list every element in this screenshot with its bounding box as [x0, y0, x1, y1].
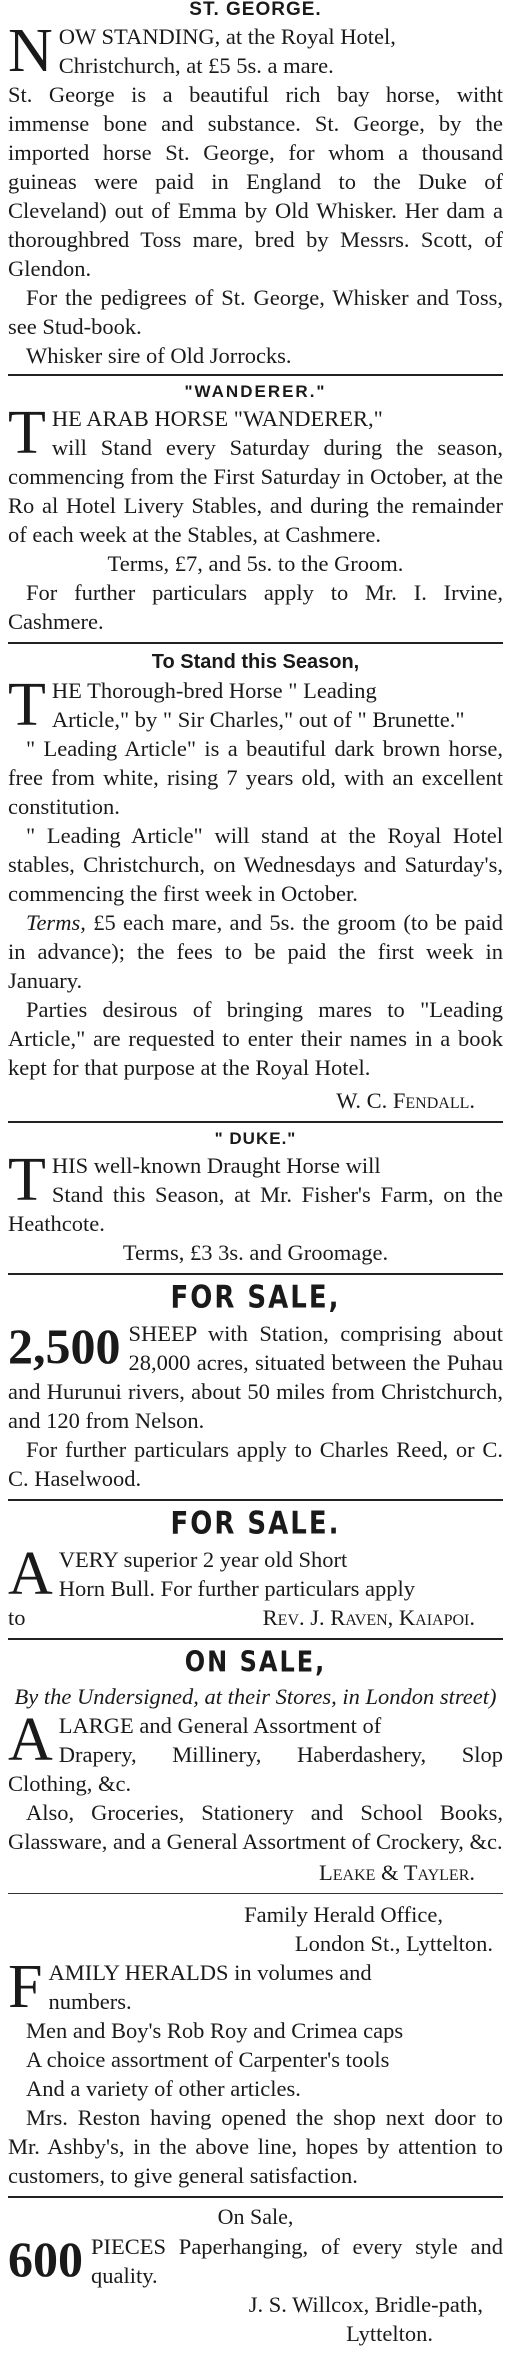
ad-family-herald	[8, 1900, 503, 2198]
ad-sheep	[8, 1281, 503, 1501]
ad-subtitle: By the Undersigned, at their Stores, in London street)	[14, 1684, 497, 1709]
ad-line: LARGE and General Assortment of	[58, 1713, 382, 1738]
terms-label: Terms,	[26, 910, 86, 935]
ad-body: PIECES Paperhanging, of every style and quality.	[91, 2234, 503, 2288]
drop-cap: A	[8, 1706, 53, 1774]
ad-signature: Leake & Tayler.	[319, 1860, 475, 1885]
quantity-number: 600	[8, 2231, 83, 2287]
ad-body: " Leading Article" will stand at the Royal Hotel stables, Christchurch, on Wednesdays and Saturday's, commencing the first week in October.	[8, 823, 503, 906]
ad-line: OW STANDING, at the Royal Hotel,	[58, 24, 396, 49]
ad-title: ST. GEORGE.	[189, 0, 322, 20]
ad-address: London St., Lyttelton.	[294, 1931, 493, 1956]
ad-body	[8, 908, 503, 995]
ad-line: AMILY HERALDS in volumes and	[48, 1960, 372, 1985]
ad-title: "WANDERER."	[184, 382, 327, 401]
ad-body: Whisker sire of Old Jorrocks.	[26, 343, 292, 368]
ad-body: Drapery, Millinery, Haberdashery, Slop Clothing, &c.	[8, 1742, 503, 1796]
ad-body: Mrs. Reston having opened the shop next door to Mr. Ashby's, in the above line, hopes by attention to customers, to give general satisfaction.	[8, 2105, 503, 2188]
drop-cap: A	[8, 1540, 53, 1608]
terms-text: £5 each mare, and 5s. the groom (to be paid in advance); the fees to be paid the first week in January.	[8, 910, 503, 993]
divider	[8, 2196, 503, 2198]
ad-line: Christchurch, at £5 5s. a mare.	[58, 53, 334, 78]
ad-body: St. George is a beautiful rich bay horse, witht immense bone and substance. St. George, by the imported horse St. George, for whom a thousand guineas were paid in England to the Duke of Cleveland) out of Emma by Old Whisker. Her dam a thoroughbred Toss mare, bred by Messrs. Scott, of Glendon.	[8, 82, 503, 281]
drop-cap: T	[8, 1146, 46, 1214]
ad-item: A choice assortment of Carpenter's tools	[26, 2047, 390, 2072]
ad-signature: Lyttelton.	[346, 2321, 433, 2346]
ad-line: HE Thorough-bred Horse " Leading	[51, 678, 377, 703]
ad-body: For the pedigrees of St. George, Whisker and Toss, see Stud-book.	[8, 285, 503, 339]
divider	[8, 642, 503, 644]
ad-leake-tayler	[8, 1646, 503, 1894]
divider	[8, 1121, 503, 1123]
ad-line	[8, 1603, 503, 1632]
ad-paperhanging	[8, 2204, 503, 2348]
ad-st-george	[8, 0, 503, 376]
ad-body: Also, Groceries, Stationery and School Books, Glassware, and a General Assortment of Crockery, &c.	[8, 1800, 503, 1854]
ad-signature: W. C. Fendall.	[336, 1088, 475, 1113]
ad-line: VERY superior 2 year old Short	[58, 1547, 348, 1572]
ad-body: " Leading Article" is a beautiful dark brown horse, free from white, rising 7 years old, with an excellent constitution.	[8, 736, 503, 819]
ad-line: HE ARAB HORSE "WANDERER,"	[51, 406, 383, 431]
quantity-number: 2,500	[8, 1318, 121, 1374]
ad-line: HIS well-known Draught Horse will	[51, 1153, 381, 1178]
ad-bull	[8, 1507, 503, 1640]
ad-title: On Sale,	[217, 2204, 294, 2229]
ad-office: Family Herald Office,	[244, 1902, 443, 1927]
ad-signature: J. S. Willcox, Bridle-path,	[248, 2292, 483, 2317]
drop-cap: T	[8, 399, 46, 467]
ad-title: FOR SALE,	[170, 1280, 341, 1316]
drop-cap: N	[8, 17, 53, 85]
ad-body: SHEEP with Station, comprising about 28,000 acres, situated between the Puhau and Hurunui rivers, about 50 miles from Christchurch, and 120 from Nelson.	[8, 1321, 503, 1433]
ad-duke	[8, 1129, 503, 1275]
drop-cap: T	[8, 671, 46, 739]
ad-body: Parties desirous of bringing mares to "Leading Article," are requested to enter their names in a book kept for that purpose at the Royal Hotel.	[8, 997, 503, 1080]
ad-body: For further particulars apply to Charles Reed, or C. C. Haselwood.	[8, 1437, 503, 1491]
ad-leading-article	[8, 650, 503, 1123]
ad-item: And a variety of other articles.	[26, 2076, 301, 2101]
ad-wanderer	[8, 382, 503, 644]
drop-cap: F	[8, 1953, 43, 2021]
ad-title: ON SALE,	[184, 1645, 327, 1679]
divider	[8, 1499, 503, 1501]
ad-text: to	[8, 1605, 26, 1630]
ad-body: Stand this Season, at Mr. Fisher's Farm, on the Heathcote.	[8, 1182, 503, 1236]
ad-signature: Rev. J. Raven, Kaiapoi.	[262, 1605, 475, 1630]
ad-item: Men and Boy's Rob Roy and Crimea caps	[26, 2018, 404, 2043]
ad-title: FOR SALE.	[170, 1506, 341, 1542]
divider	[8, 374, 503, 376]
ad-line: numbers.	[48, 1989, 132, 2014]
ad-body: For further particulars apply to Mr. I. Irvine, Cashmere.	[8, 580, 503, 634]
divider	[8, 1273, 503, 1275]
ad-title: To Stand this Season,	[151, 651, 360, 673]
ad-title: " DUKE."	[214, 1129, 297, 1148]
divider	[8, 1638, 503, 1640]
ad-line: Horn Bull. For further particulars apply	[58, 1576, 415, 1601]
ad-body: Article," by " Sir Charles," out of " Brunette."	[51, 707, 465, 732]
ad-terms: Terms, £7, and 5s. to the Groom.	[107, 551, 404, 576]
divider	[8, 1893, 503, 1894]
ad-terms: Terms, £3 3s. and Groomage.	[122, 1240, 389, 1265]
ad-body: will Stand every Saturday during the season, commencing from the First Saturday in October, at the Ro al Hotel Livery Stables, and during the remainder of each week at the Stables, at Cashmere.	[8, 435, 503, 547]
